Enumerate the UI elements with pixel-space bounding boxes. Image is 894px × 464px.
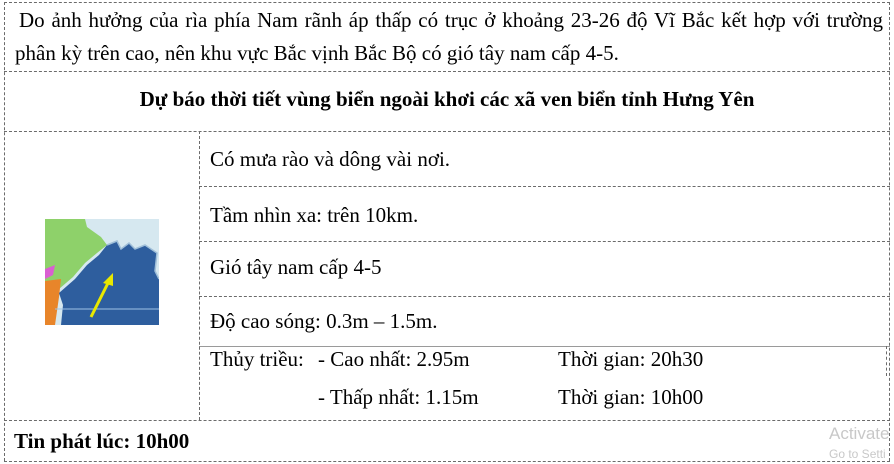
tide-high-time: Thời gian: 20h30 — [558, 347, 704, 371]
table-border-right — [889, 2, 890, 461]
row-divider-1 — [4, 71, 890, 72]
tide-low: - Thấp nhất: 1.15m — [318, 385, 479, 409]
tide-cell-border — [886, 346, 887, 376]
column-divider — [199, 131, 200, 420]
sea-wind-map-icon — [45, 219, 159, 325]
row-divider-5 — [199, 296, 890, 297]
row-divider-3 — [199, 186, 890, 187]
table-border-left — [4, 2, 5, 461]
table-border-bottom — [4, 461, 890, 462]
wind-text: Gió tây nam cấp 4-5 — [210, 255, 382, 279]
weather-text: Có mưa rào và dông vài nơi. — [210, 147, 451, 171]
tide-label: Thủy triều: — [210, 347, 304, 371]
forecast-title: Dự báo thời tiết vùng biển ngoài khơi các xã ven biển tỉnh Hưng Yên — [139, 87, 755, 111]
visibility-text: Tầm nhìn xa: trên 10km. — [210, 203, 419, 227]
row-divider-4 — [199, 241, 890, 242]
activation-watermark: Activate — [829, 424, 890, 443]
issued-time: Tin phát lúc: 10h00 — [14, 429, 190, 453]
wave-height-text: Độ cao sóng: 0.3m – 1.5m. — [210, 309, 438, 333]
activation-watermark-subtext: Go to Setti — [829, 447, 886, 461]
row-divider-7 — [4, 420, 890, 421]
tide-low-time: Thời gian: 10h00 — [558, 385, 704, 409]
table-border-top — [4, 2, 890, 3]
intro-paragraph: Do ảnh hưởng của rìa phía Nam rãnh áp thấp có trục ở khoảng 23-26 độ Vĩ Bắc kết hợp với trường phân kỳ trên cao, nên khu vực Bắc vịnh Bắc Bộ có gió tây nam cấp 4-5. — [15, 8, 883, 65]
row-divider-2 — [4, 131, 890, 132]
tide-high: - Cao nhất: 2.95m — [318, 347, 470, 371]
